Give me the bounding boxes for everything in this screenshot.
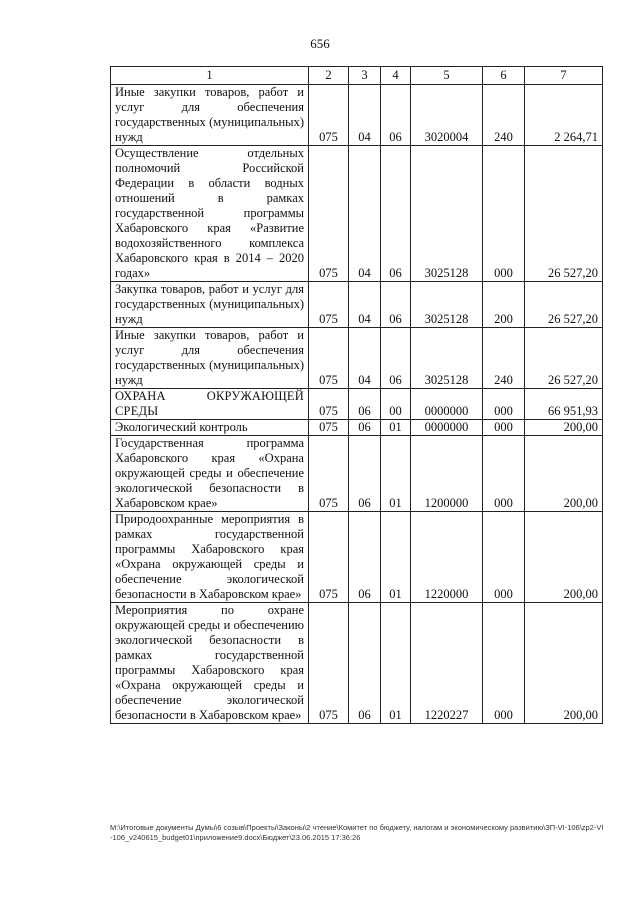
column-header-2: 2 xyxy=(309,67,349,85)
row-ministry-code: 075 xyxy=(309,512,349,603)
row-ministry-code: 075 xyxy=(309,282,349,328)
row-expense-type: 000 xyxy=(483,436,525,512)
row-amount: 2 264,71 xyxy=(525,85,603,146)
table-row xyxy=(111,512,603,603)
row-section-code: 06 xyxy=(349,420,381,436)
table-row xyxy=(111,146,603,282)
row-subsection-code: 06 xyxy=(381,85,411,146)
table-row xyxy=(111,436,603,512)
row-target-code: 1220227 xyxy=(411,603,483,724)
row-description: Экологический контроль xyxy=(111,420,309,436)
row-target-code: 0000000 xyxy=(411,420,483,436)
document-file-path: M:\Итоговые документы Думы\6 созыв\Проекты\Законы\2 чтение\Комитет по бюджету, налогам и экономическому развитию\ЗП-VI-106\zp2-VI-106_v240615_budget01\приложение9.docx\Бюджет\23.06.2015 17:36:26 xyxy=(110,823,604,842)
row-section-code: 04 xyxy=(349,282,381,328)
row-description: Иные закупки товаров, работ и услуг для обеспечения государственных (муниципальных) нужд xyxy=(111,85,309,146)
row-description: Закупка товаров, работ и услуг для государственных (муниципальных) нужд xyxy=(111,282,309,328)
row-description: Иные закупки товаров, работ и услуг для обеспечения государственных (муниципальных) нужд xyxy=(111,328,309,389)
row-amount: 26 527,20 xyxy=(525,146,603,282)
column-header-5: 5 xyxy=(411,67,483,85)
row-section-code: 06 xyxy=(349,436,381,512)
row-amount: 66 951,93 xyxy=(525,389,603,420)
row-subsection-code: 06 xyxy=(381,146,411,282)
column-header-3: 3 xyxy=(349,67,381,85)
row-subsection-code: 06 xyxy=(381,328,411,389)
table-row xyxy=(111,420,603,436)
row-expense-type: 200 xyxy=(483,282,525,328)
row-expense-type: 240 xyxy=(483,85,525,146)
row-amount: 200,00 xyxy=(525,436,603,512)
row-ministry-code: 075 xyxy=(309,436,349,512)
table-row xyxy=(111,328,603,389)
row-expense-type: 000 xyxy=(483,420,525,436)
row-ministry-code: 075 xyxy=(309,146,349,282)
row-section-code: 06 xyxy=(349,389,381,420)
row-section-code: 06 xyxy=(349,512,381,603)
row-description: Государственная программа Хабаровского края «Охрана окружающей среды и обеспечение экологической безопасности в Хабаровском крае» xyxy=(111,436,309,512)
row-target-code: 3025128 xyxy=(411,328,483,389)
budget-table xyxy=(110,66,603,724)
table-row xyxy=(111,282,603,328)
row-subsection-code: 00 xyxy=(381,389,411,420)
row-amount: 200,00 xyxy=(525,420,603,436)
row-amount: 26 527,20 xyxy=(525,328,603,389)
row-subsection-code: 01 xyxy=(381,436,411,512)
table-row xyxy=(111,85,603,146)
row-section-code: 04 xyxy=(349,85,381,146)
row-amount: 200,00 xyxy=(525,512,603,603)
row-expense-type: 000 xyxy=(483,389,525,420)
row-target-code: 3025128 xyxy=(411,282,483,328)
row-section-code: 04 xyxy=(349,146,381,282)
column-header-6: 6 xyxy=(483,67,525,85)
row-subsection-code: 01 xyxy=(381,603,411,724)
table-row xyxy=(111,603,603,724)
column-header-4: 4 xyxy=(381,67,411,85)
row-description: Осуществление отдельных полномочий Российской Федерации в области водных отношений в рамках государственной программы Хабаровского края «Развитие водохозяйственного комплекса Хабаровского края в 2014 – 2020 годах» xyxy=(111,146,309,282)
row-ministry-code: 075 xyxy=(309,85,349,146)
page-number: 656 xyxy=(310,36,330,51)
column-header-1: 1 xyxy=(111,67,309,85)
row-ministry-code: 075 xyxy=(309,328,349,389)
row-expense-type: 000 xyxy=(483,603,525,724)
row-expense-type: 000 xyxy=(483,146,525,282)
row-section-code: 06 xyxy=(349,603,381,724)
table-row xyxy=(111,389,603,420)
row-subsection-code: 06 xyxy=(381,282,411,328)
column-header-7: 7 xyxy=(525,67,603,85)
row-description: Мероприятия по охране окружающей среды и обеспечению экологической безопасности в рамках государственной программы Хабаровского края «Охрана окружающей среды и обеспечение экологической безопасности в Хабаровском крае» xyxy=(111,603,309,724)
row-expense-type: 240 xyxy=(483,328,525,389)
row-section-code: 04 xyxy=(349,328,381,389)
row-description: Природоохранные мероприятия в рамках государственной программы Хабаровского края «Охрана окружающей среды и обеспечение экологической безопасности в Хабаровском крае» xyxy=(111,512,309,603)
row-amount: 26 527,20 xyxy=(525,282,603,328)
row-ministry-code: 075 xyxy=(309,389,349,420)
row-expense-type: 000 xyxy=(483,512,525,603)
row-subsection-code: 01 xyxy=(381,420,411,436)
row-amount: 200,00 xyxy=(525,603,603,724)
row-ministry-code: 075 xyxy=(309,603,349,724)
row-target-code: 3020004 xyxy=(411,85,483,146)
table-header-row xyxy=(111,67,603,85)
row-description: ОХРАНА ОКРУЖАЮЩЕЙ СРЕДЫ xyxy=(111,389,309,420)
row-target-code: 3025128 xyxy=(411,146,483,282)
row-target-code: 1200000 xyxy=(411,436,483,512)
row-ministry-code: 075 xyxy=(309,420,349,436)
row-subsection-code: 01 xyxy=(381,512,411,603)
row-target-code: 1220000 xyxy=(411,512,483,603)
row-target-code: 0000000 xyxy=(411,389,483,420)
